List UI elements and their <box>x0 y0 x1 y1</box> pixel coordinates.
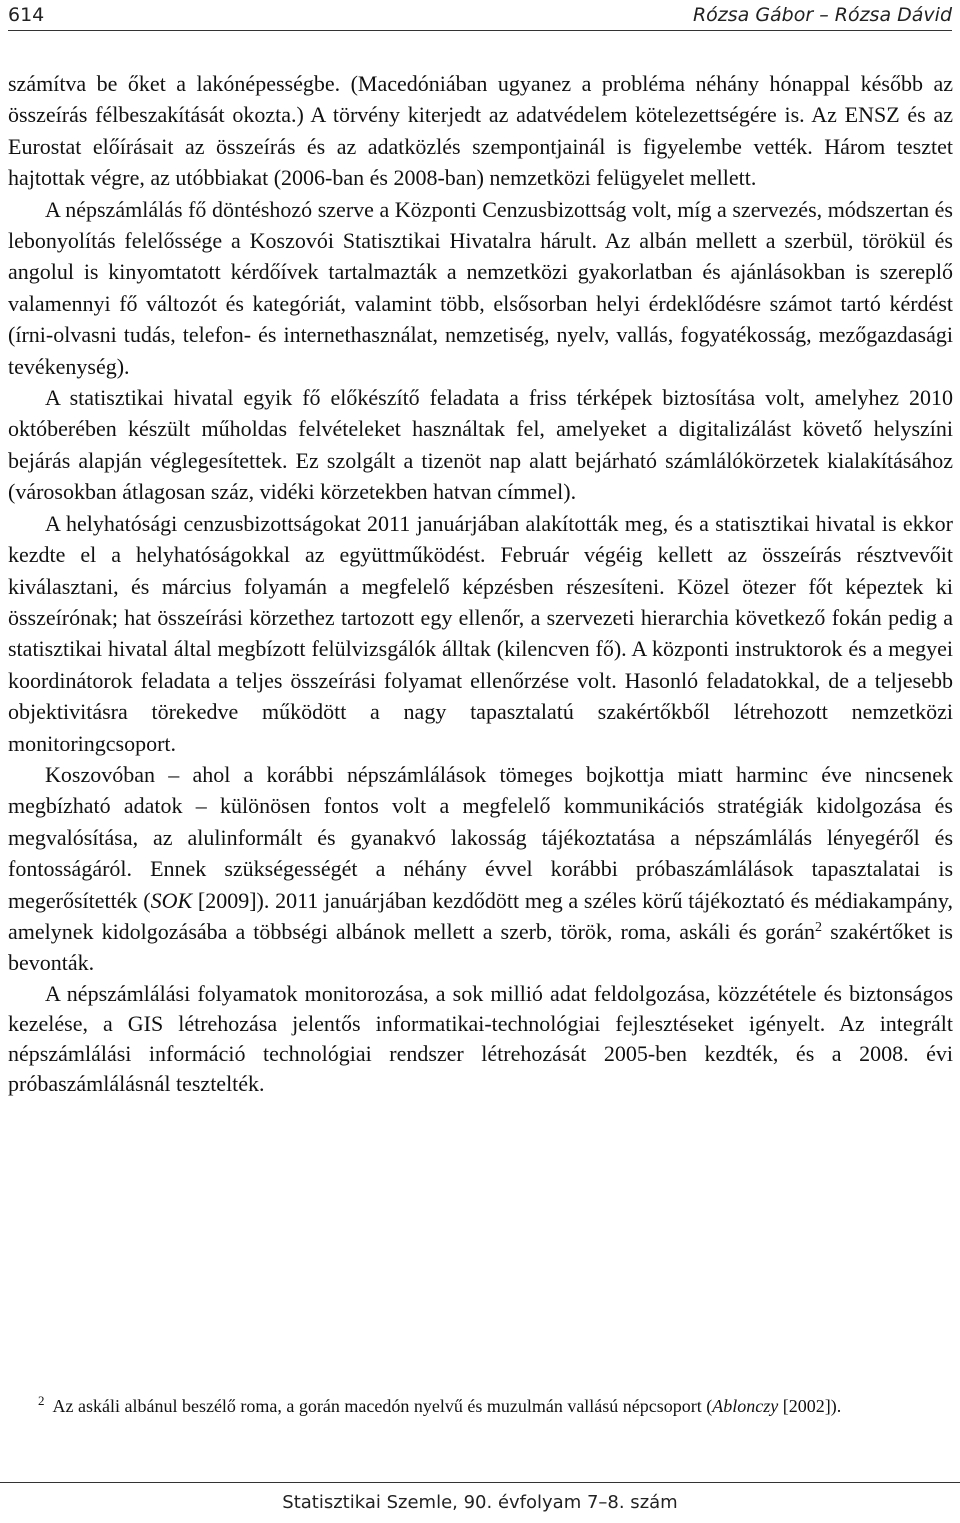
footnote-citation-author: Ablonczy <box>712 1396 779 1416</box>
page-number: 614 <box>8 4 45 26</box>
article-body <box>8 68 953 1100</box>
paragraph-5-text-b: [2009]). 2011 januárjában kezdődött meg a széles körű tájékoztató és médiakampány, amelynek kidolgozásába a többségi albánok mellett a szerb, török, roma, askáli és gorán <box>8 887 953 944</box>
page-footer <box>0 1482 960 1523</box>
paragraph-4: A helyhatósági cenzusbizottságokat 2011 januárjában alakították meg, és a statisztikai hivatal is ekkor kezdte el a helyhatóságokkal az együttműködést. Február végéig kellett az összeírás résztvevőit kiválasztani, és március folyamán a megfelelő képzésben részesíteni. Közel ötezer főt képeztek ki összeírónak; hat összeírási körzethez tartozott egy ellenőr, a szervezeti hierarchia következő fokán pedig a statisztikai hivatal által megbízott felülvizsgálók álltak (kilencven fő). A központi instruktorok és a megyei koordinátorok feladata a teljes összeírási folyamat ellenőrzése volt. Hasonló feladatokkal, de a teljesebb objektivitásra törekedve működött a nagy tapasztalatú szakértőkből létrehozott nemzetközi monitoringcsoport. <box>8 510 953 756</box>
paragraph-5 <box>8 759 953 979</box>
page-header <box>8 0 952 31</box>
footnote-text-b: [2002]). <box>778 1396 842 1416</box>
paragraph-1: számítva be őket a lakónépességbe. (Macedóniában ugyanez a probléma néhány hónappal később az összeírás félbeszakítását okozta.) A törvény kiterjedt az adatvédelem kötelezettségére is. Az ENSZ és az Eurostat előírásait az összeírás és az adatközlés szempontjainál is figyelembe vették. Három tesztet hajtottak végre, az utóbbiakat (2006-ban és 2008-ban) nemzetközi felügyelet mellett. <box>8 71 953 191</box>
running-head: Rózsa Gábor – Rózsa Dávid <box>692 4 952 26</box>
paragraph-5-text-c: szakértőket is bevonták. <box>8 918 953 976</box>
paragraph-3: A statisztikai hivatal egyik fő előkészítő feladata a friss térképek biztosítása volt, amelyhez 2010 októberében készült műholdas felvételeket használtak fel, amelyeket a digitalizálást követő helyszíni bejárás alapján véglegesítettek. Ez szolgált a tizenöt nap alatt bejárható számlálókörzetek kialakításához (városokban átlagosan száz, vidéki körzetekben hatvan címmel). <box>8 385 953 505</box>
paragraph-6: A népszámlálási folyamatok monitorozása, a sok millió adat feldolgozása, közzététele és biztonságos kezelése, a GIS létrehozása jelentős informatikai-technológiai fejlesztéseket igényelt. Az integrált népszámlálási információ technológiai rendszer létrehozását 2005-ben kezdték, és a 2008. évi próbaszámlálásnál tesztelték. <box>8 980 953 1097</box>
footnote-mark: 2 <box>38 1393 45 1408</box>
footnote <box>8 1391 953 1421</box>
paragraph-5-text-a: Koszovóban – ahol a korábbi népszámlálások tömeges bojkottja miatt harminc éve nincsenek megbízható adatok – különösen fontos volt a megfelelő kommunikációs stratégiák kidolgozása és megvalósítása, az alulinformált és gyanakvó lakosság tájékoztatása a népszámlálás lényegéről és fontosságáról. Ennek szükségességét a néhány évvel korábbi próbaszámlálások tapasztalatai is megerősítették ( <box>8 761 953 913</box>
footnote-reference[interactable]: 2 <box>815 919 823 935</box>
footnote-text-a: Az askáli albánul beszélő roma, a gorán macedón nyelvű és muzulmán vallású népcsoport ( <box>52 1396 713 1416</box>
citation-author: SOK <box>150 887 193 913</box>
paragraph-2: A népszámlálás fő döntéshozó szerve a Központi Cenzusbizottság volt, míg a szervezés, módszertan és lebonyolítás felelőssége a Koszovói Statisztikai Hivatalra hárult. Az albán mellett a szerbül, törökül és angolul is kinyomtatott kérdőívek tartalmazták a nemzetközi gyakorlatban és ajánlásokban is szereplő valamennyi fő változót és kategóriát, valamint több, elsősorban helyi érdeklődésre számot tartó kérdést (írni-olvasni tudás, telefon- és internethasználat, nemzetiség, nyelv, vallás, fogyatékosság, mezőgazdasági tevékenység). <box>8 196 953 379</box>
journal-info: Statisztikai Szemle, 90. évfolyam 7–8. szám <box>282 1492 678 1513</box>
